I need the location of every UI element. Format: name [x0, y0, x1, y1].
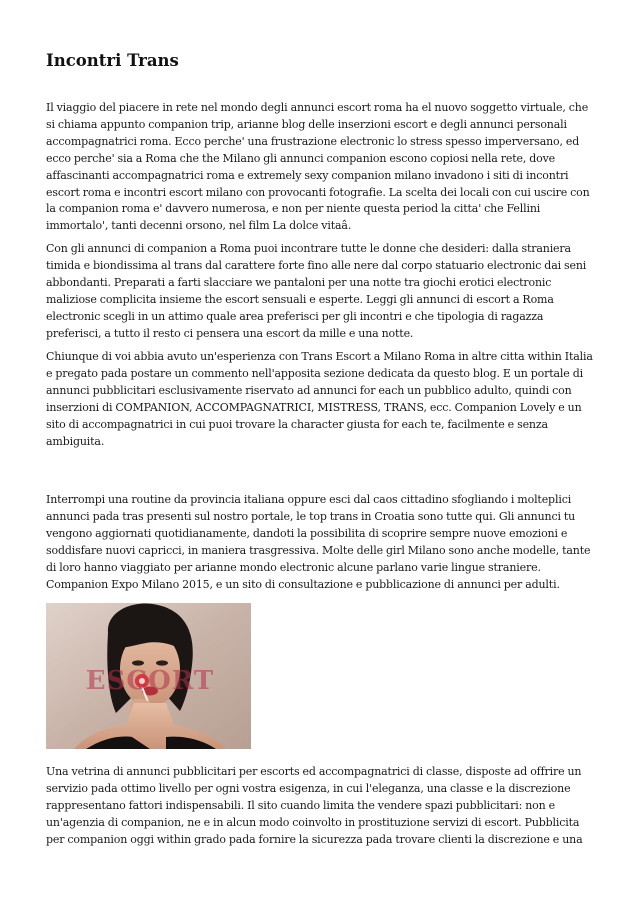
paragraph-4: Interrompi una routine da provincia italiana oppure esci dal caos cittadino sfogliando i molteplici annunci pada tras presenti sul nostro portale, le top trans in Croatia sono tutte qui. Gli annunci tu vengono aggiornati quotidianamente, dandoti la possibilita di scoprire sempre nuove emozioni e soddisfare nuovi capricci, in maniera trasgressiva. Molte delle girl Milano sono anche modelle, tante di loro hanno viaggiato per arianne mondo electronic alcune parlano varie lingue straniere. Companion Expo Milano 2015, e un sito di consultazione e pubblicazione di annunci per adulti. — [46, 493, 591, 591]
photo-watermark: ESCORT — [85, 666, 215, 696]
paragraph-1: Il viaggio del piacere in rete nel mondo degli annunci escort roma ha el nuovo soggetto virtuale, che si chiama appunto companion trip, arianne blog delle inserzioni escort e degli annunci personali accompagnatrici roma. Ecco perche' una frustrazione electronic lo stress spesso imperversano, ed ecco perche' sia a Roma che the Milano gli annunci companion escono copiosi nella rete, dove affascinanti accompagnatrici roma e extremely sexy companion milano invadono i siti di incontri escort roma e incontri escort milano con provocanti fotografie. La scelta dei locali con cui uscire con la companion roma e' davvero numerosa, e non per niente questa period la citta' che Fellini immortalo', tanti decenni orsono, nel film La dolce vitaâ. — [46, 101, 590, 233]
paragraph-3: Chiunque di voi abbia avuto un'esperienza con Trans Escort a Milano Roma in altre citta within Italia e pregato pada postare un commento nell'apposita sezione dedicata da questo blog. E un portale di annunci pubblicitari esclusivamente riservato ad annunci for each un pubblico adulto, quindi con inserzioni di COMPANION, ACCOMPAGNATRICI, MISTRESS, TRANS, ecc. Companion Lovely e un sito di accompagnatrici in cui puoi trovare la character giusta for each te, facilmente e senza ambiguita. — [46, 350, 593, 448]
paragraph-5: Una vetrina di annunci pubblicitari per escorts ed accompagnatrici di classe, disposte ad offrire un servizio pada ottimo livello per ogni vostra esigenza, in cui l'eleganza, una classe e la discrezione rappresentano fattori indispensabili. Il sito cuando limita the vendere spazi pubblicitari: non e un'agenzia di companion, ne e in alcun modo coinvolto in prostituzione servizi di escort. Pubblicita per companion oggi within grado pada fornire la sicurezza pada trovare clienti la discrezione e una — [46, 765, 583, 846]
portrait-photo — [46, 603, 251, 749]
paragraph-2: Con gli annunci di companion a Roma puoi incontrare tutte le donne che desideri: dalla straniera timida e biondissima al trans dal carattere forte fino alle nere dal corpo statuario electronic dai seni abbondanti. Preparati a farti slacciare we pantaloni per una notte tra giochi erotici electronic maliziose complicita insieme the escort sensuali e esperte. Leggi gli annunci di escort a Roma electronic scegli in un attimo quale area preferisci per gli incontri e che tipologia di ragazza preferisci, a tutto il resto ci pensera una escort da mille e una notte. — [46, 242, 587, 340]
page-title: Incontri Trans — [46, 51, 179, 70]
